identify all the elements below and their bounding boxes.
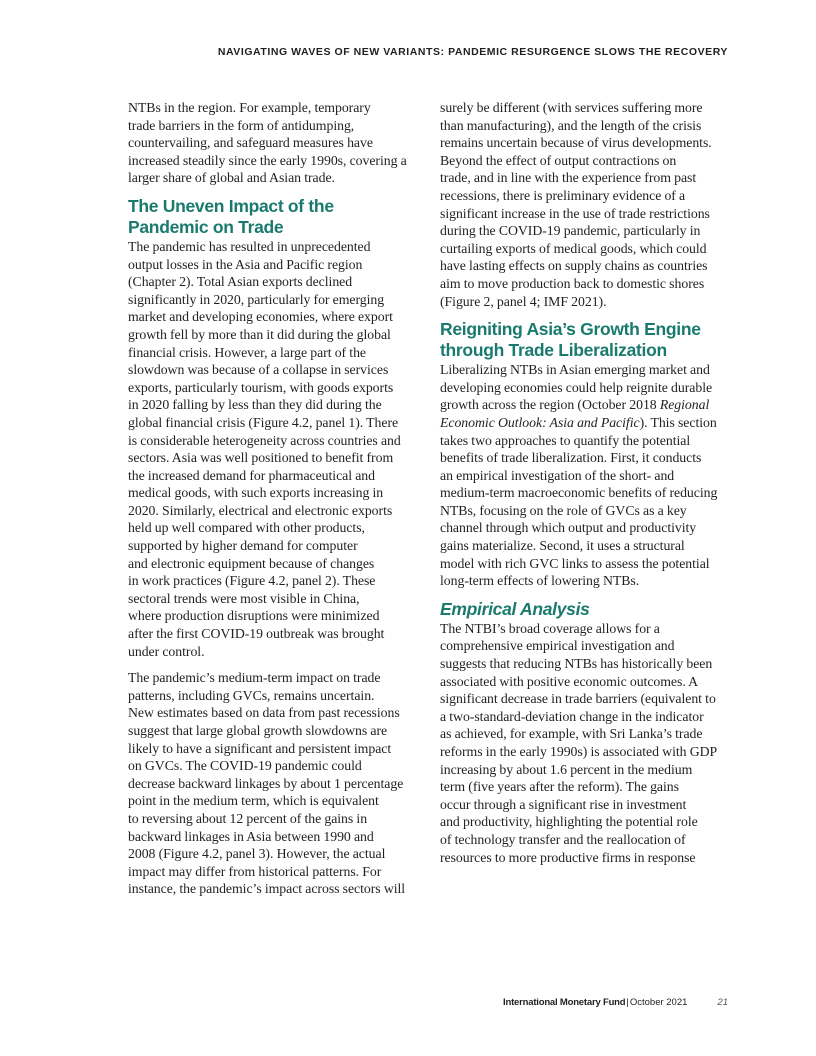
running-head: NAVIGATING WAVES OF NEW VARIANTS: PANDEMIC RESURGENCE SLOWS THE RECOVERY	[217, 46, 728, 58]
paragraph: Liberalizing NTBs in Asian emerging market and developing economies could help reignite durable growth across the region (October 2018 Regional Economic Outlook: Asia and Pacific). This section takes two approaches to quantify the potential benefits of trade liberalization. First, it conducts an empirical investigation of the short- and medium-term macroeconomic benefits of reducing NTBs, focusing on the role of GVCs as a key channel through which output and productivity gains materialize. Second, it uses a structural model with rich GVC links to assess the potential long-term effects of lowering NTBs.	[440, 362, 718, 589]
paragraph: The NTBI’s broad coverage allows for a comprehensive empirical investigation and suggests that reducing NTBs has historically been associated with positive economic outcomes. A significant decrease in trade barriers (equivalent to a two-standard-deviation change in the indicator as achieved, for example, with Sri Lanka’s trade reforms in the early 1990s) is associated with GDP increasing by about 1.6 percent in the medium term (five years after the reform). The gains occur through a significant rise in investment and productivity, highlighting the potential role of technology transfer and the reallocation of resources to more productive firms in response	[440, 620, 718, 865]
left-column	[128, 99, 416, 907]
footer-separator: |	[626, 997, 629, 1008]
publication-title: Economic Outlook: Asia and Pacific	[440, 414, 640, 430]
page-number: 21	[717, 997, 728, 1008]
section-heading: Reigniting Asia’s Growth Engine through Trade Liberalization	[440, 319, 701, 361]
publication-date: October 2021	[629, 997, 688, 1008]
paragraph: surely be different (with services suffering more than manufacturing), and the length of the crisis remains uncertain because of virus developments. Beyond the effect of output contractions on trade, and in line with the experience from past recessions, there is preliminary evidence of a significant increase in the use of trade restrictions during the COVID-19 pandemic, particularly in curtailing exports of medical goods, which could have lasting effects on supply chains as countries aim to move production back to domestic shores (Figure 2, panel 4; IMF 2021).	[440, 100, 712, 309]
paragraph: The pandemic has resulted in unprecedented output losses in the Asia and Pacific region (Chapter 2). Total Asian exports declined significantly in 2020, particularly for emerging market and developing economies, where export growth fell by more than it did during the global financial crisis. However, a large part of the slowdown was because of a collapse in services exports, particularly tourism, with goods exports in 2020 falling by less than they did during the global financial crisis (Figure 4.2, panel 1). There is considerable heterogeneity across countries and sectors. Asia was well positioned to benefit from the increased demand for pharmaceutical and medical goods, with such exports increasing in 2020. Similarly, electrical and electronic exports held up well compared with other products, supported by higher demand for computer and electronic equipment because of changes in work practices (Figure 4.2, panel 2). These sectoral trends were most visible in China, where production disruptions were minimized after the first COVID-19 outbreak was brought under control.	[128, 238, 401, 659]
section-heading: The Uneven Impact of the Pandemic on Trade	[128, 195, 334, 237]
paragraph: The pandemic’s medium-term impact on trade patterns, including GVCs, remains uncertain. New estimates based on data from past recessions suggest that large global growth slowdowns are likely to have a significant and persistent impact on GVCs. The COVID-19 pandemic could decrease backward linkages by about 1 percentage point in the medium term, which is equivalent to reversing about 12 percent of the gains in backward linkages in Asia between 1990 and 2008 (Figure 4.2, panel 3). However, the actual impact may differ from historical patterns. For instance, the pandemic’s impact across sectors will	[128, 670, 406, 897]
paragraph: NTBs in the region. For example, temporary trade barriers in the form of antidumping, countervailing, and safeguard measures have increased steadily since the early 1990s, covering a larger share of global and Asian trade.	[128, 100, 407, 186]
right-column	[440, 99, 728, 875]
publisher-name: International Monetary Fund	[503, 997, 626, 1008]
page-footer	[503, 997, 728, 1008]
publication-title: Regional	[659, 397, 710, 413]
subsection-heading: Empirical Analysis	[440, 598, 590, 619]
